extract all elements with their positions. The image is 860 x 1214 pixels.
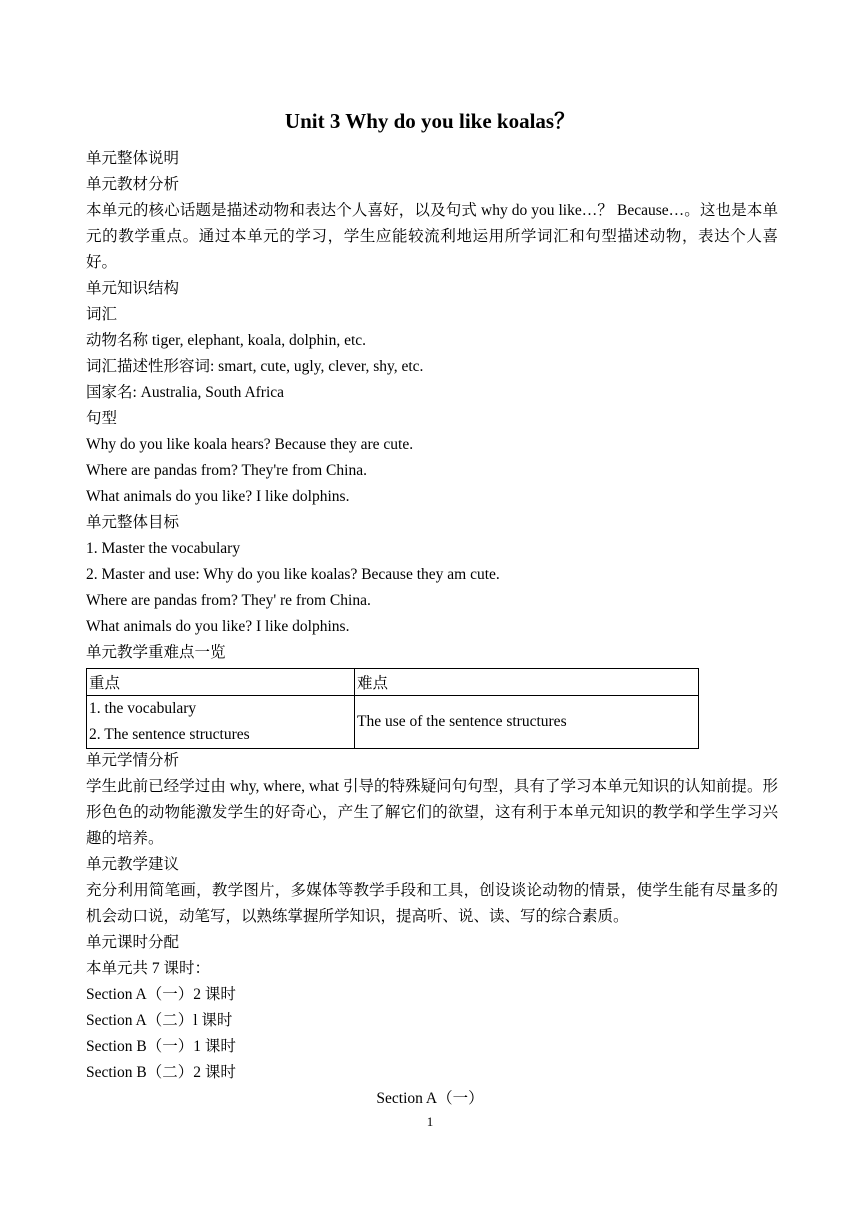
table-cell-key-points [87, 696, 355, 749]
key-point-2: 2. The sentence structures [89, 726, 250, 743]
goal-1: 1. Master the vocabulary [86, 540, 241, 557]
goal-2-sentence-3: What animals do you like? I like dolphins. [86, 618, 350, 635]
lesson-section-a-2: Section A（二）l 课时 [86, 1012, 233, 1029]
paragraph-material-analysis: 本单元的核心话题是描述动物和表达个人喜好，以及句式 why do you like…？ Because…。这也是本单元的教学重点。通过本单元的学习，学生应能较流利地运用所学词汇和句型描述动物，表达个人喜好。 [86, 202, 778, 271]
vocabulary-adjectives: 词汇描述性形容词: smart, cute, ugly, clever, shy, etc. [86, 358, 424, 375]
sentence-pattern-1: Why do you like koala hears? Because they are cute. [86, 436, 414, 453]
table-header-difficult: 难点 [355, 669, 699, 696]
table-cell-difficulty: The use of the sentence structures [355, 696, 699, 749]
subheading-vocabulary: 词汇 [86, 306, 118, 323]
sentence-pattern-3: What animals do you like? I like dolphins. [86, 488, 350, 505]
section-heading-teaching-suggestions: 单元教学建议 [86, 856, 180, 873]
vocabulary-animals: 动物名称 tiger, elephant, koala, dolphin, etc. [86, 332, 367, 349]
section-heading-lesson-allocation: 单元课时分配 [86, 934, 180, 951]
lesson-section-b-2: Section B（二）2 课时 [86, 1064, 236, 1081]
sentence-pattern-2: Where are pandas from? They're from China. [86, 462, 367, 479]
table-header-row [87, 669, 699, 696]
section-heading-overview: 单元整体说明 [86, 150, 180, 167]
section-heading-goals: 单元整体目标 [86, 514, 180, 531]
vocabulary-countries: 国家名: Australia, South Africa [86, 384, 285, 401]
section-a-heading: Section A（一） [376, 1090, 484, 1107]
paragraph-student-analysis: 学生此前已经学过由 why, where, what 引导的特殊疑问句句型，具有了学习本单元知识的认知前提。形形色色的动物能激发学生的好奇心，产生了解它们的欲望，这有利于本单元知识的教学和学生学习兴趣的培养。 [86, 778, 778, 847]
key-point-1: 1. the vocabulary [89, 700, 197, 717]
table-header-key: 重点 [87, 669, 355, 696]
section-heading-key-difficult: 单元教学重难点一览 [86, 644, 226, 661]
lesson-total: 本单元共 7 课时： [86, 960, 211, 977]
subheading-sentence-patterns: 句型 [86, 410, 118, 427]
page-number: 1 [426, 1114, 434, 1129]
lesson-section-b-1: Section B（一）1 课时 [86, 1038, 236, 1055]
goal-2-sentence-2: Where are pandas from? They' re from China. [86, 592, 371, 609]
section-heading-student-analysis: 单元学情分析 [86, 752, 180, 769]
goal-2: 2. Master and use: Why do you like koalas? Because they am cute. [86, 566, 500, 583]
key-difficult-table [86, 668, 699, 749]
document-title: Unit 3 Why do you like koalas？ [284, 109, 576, 133]
table-row [87, 696, 699, 749]
lesson-section-a-1: Section A（一）2 课时 [86, 986, 236, 1003]
paragraph-teaching-suggestions: 充分利用简笔画，教学图片，多媒体等教学手段和工具，创设谈论动物的情景，使学生能有尽量多的机会动口说，动笔写，以熟练掌握所学知识，提高听、说、读、写的综合素质。 [86, 882, 778, 925]
section-heading-material-analysis: 单元教材分析 [86, 176, 180, 193]
section-heading-knowledge-structure: 单元知识结构 [86, 280, 180, 297]
